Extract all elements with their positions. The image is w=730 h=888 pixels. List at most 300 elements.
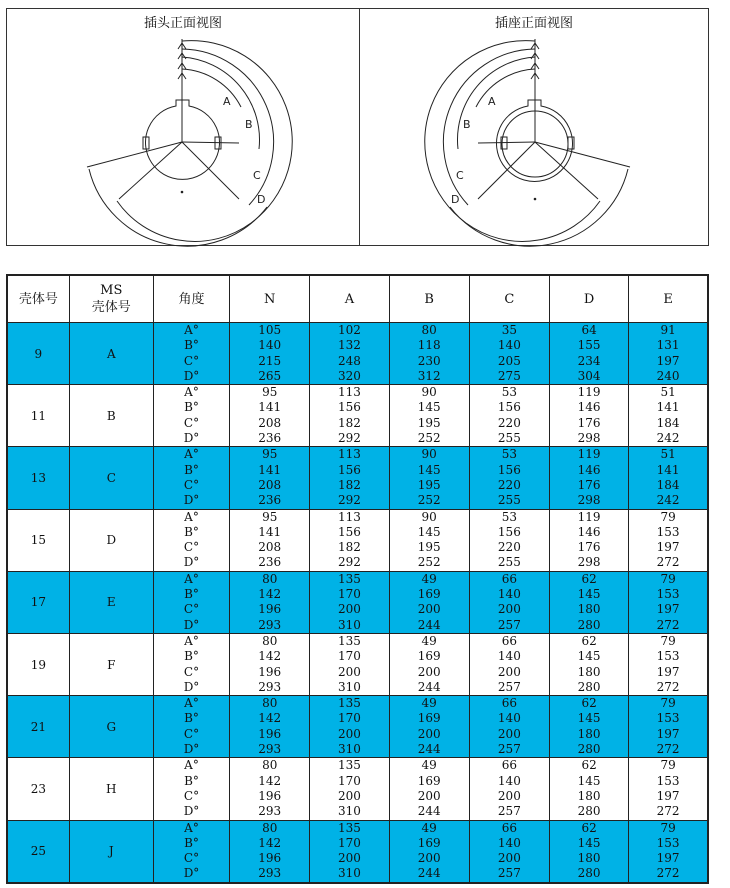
angle-value: 170 bbox=[337, 835, 361, 850]
table-row bbox=[7, 509, 708, 571]
angle-value: 142 bbox=[258, 649, 282, 664]
angle-value: 142 bbox=[258, 587, 282, 602]
plug-front-view-drawing bbox=[7, 9, 360, 247]
angle-value: 169 bbox=[417, 711, 441, 726]
angle-label: D° bbox=[183, 493, 200, 508]
angle-value: 197 bbox=[656, 353, 680, 368]
angle-value: 145 bbox=[577, 649, 601, 664]
angle-values-cell bbox=[230, 385, 310, 447]
table-header-row bbox=[7, 275, 708, 323]
angle-values-cell bbox=[389, 820, 469, 883]
angle-value: 80 bbox=[262, 820, 278, 835]
angle-label: D° bbox=[183, 617, 200, 632]
angle-value: 91 bbox=[660, 323, 676, 337]
angle-label: B° bbox=[184, 338, 199, 353]
angle-value: 298 bbox=[577, 431, 601, 446]
angle-value: 236 bbox=[258, 555, 282, 570]
angle-value: 62 bbox=[581, 633, 597, 648]
angle-value: 140 bbox=[258, 338, 282, 353]
angle-value: 200 bbox=[337, 851, 361, 866]
angle-values-cell bbox=[469, 633, 549, 695]
angle-value: 90 bbox=[421, 509, 437, 524]
angle-value: 184 bbox=[656, 477, 680, 492]
angle-value: 79 bbox=[660, 571, 676, 586]
angle-value: 66 bbox=[501, 696, 518, 711]
angle-labels-cell bbox=[153, 509, 229, 571]
header-col-d: D bbox=[549, 275, 628, 323]
angle-values-cell bbox=[629, 696, 708, 758]
angle-value: 140 bbox=[497, 773, 521, 788]
angle-values-cell bbox=[629, 820, 708, 883]
angle-value: 141 bbox=[656, 400, 680, 415]
angle-value: 95 bbox=[262, 385, 278, 400]
shell-number-cell: 23 bbox=[7, 758, 69, 820]
plug-front-view-panel bbox=[7, 9, 360, 245]
angle-values-cell bbox=[310, 323, 389, 385]
angle-value: 90 bbox=[421, 447, 437, 462]
angle-label: C° bbox=[183, 664, 200, 679]
shell-number-cell: 17 bbox=[7, 571, 69, 633]
angle-value: 195 bbox=[417, 477, 441, 492]
angle-value: 140 bbox=[497, 338, 521, 353]
angle-values-cell bbox=[469, 509, 549, 571]
angle-value: 66 bbox=[501, 820, 518, 835]
angle-label: C° bbox=[183, 851, 200, 866]
angle-value: 80 bbox=[421, 323, 437, 337]
angle-value: 244 bbox=[417, 679, 441, 694]
angle-label: C° bbox=[183, 602, 200, 617]
table-row bbox=[7, 571, 708, 633]
angle-values-cell bbox=[549, 323, 628, 385]
angle-label: A° bbox=[184, 323, 199, 337]
angle-value: 153 bbox=[656, 524, 680, 539]
angle-value: 135 bbox=[337, 571, 361, 586]
angle-value: 215 bbox=[258, 353, 282, 368]
header-ms-line2: 壳体号 bbox=[91, 300, 131, 315]
ms-shell-cell: B bbox=[69, 385, 153, 447]
angle-values-cell bbox=[310, 758, 389, 820]
shell-number-cell: 25 bbox=[7, 820, 69, 883]
receptacle-front-view-panel bbox=[360, 9, 708, 245]
angle-label: A° bbox=[184, 385, 199, 400]
angle-value: 141 bbox=[258, 400, 282, 415]
angle-value: 156 bbox=[497, 400, 521, 415]
angle-value: 242 bbox=[656, 431, 680, 446]
angle-value: 280 bbox=[577, 804, 601, 819]
angle-value: 176 bbox=[577, 415, 601, 430]
angle-value: 310 bbox=[337, 617, 361, 632]
table-row bbox=[7, 820, 708, 883]
angle-value: 234 bbox=[577, 353, 601, 368]
angle-value: 145 bbox=[417, 400, 441, 415]
plug-angle-label-d: D bbox=[257, 193, 266, 206]
angle-label: A° bbox=[184, 633, 199, 648]
angle-value: 66 bbox=[501, 758, 518, 773]
angle-value: 196 bbox=[258, 726, 282, 741]
angle-value: 200 bbox=[497, 851, 521, 866]
angle-value: 252 bbox=[417, 555, 441, 570]
angle-value: 79 bbox=[660, 633, 676, 648]
angle-values-cell bbox=[389, 323, 469, 385]
angle-values-cell bbox=[310, 509, 389, 571]
angle-value: 49 bbox=[421, 633, 437, 648]
angle-values-cell bbox=[310, 633, 389, 695]
angle-label: A° bbox=[184, 447, 199, 462]
angle-value: 265 bbox=[258, 368, 282, 383]
plug-angle-label-c: C bbox=[253, 169, 261, 182]
angle-value: 200 bbox=[497, 664, 521, 679]
angle-value: 292 bbox=[337, 555, 361, 570]
angle-value: 272 bbox=[656, 555, 680, 570]
angle-value: 200 bbox=[417, 726, 441, 741]
angle-value: 196 bbox=[258, 602, 282, 617]
angle-value: 169 bbox=[417, 773, 441, 788]
angle-value: 195 bbox=[417, 540, 441, 555]
angle-values-cell bbox=[230, 509, 310, 571]
angle-labels-cell bbox=[153, 758, 229, 820]
angle-value: 244 bbox=[417, 617, 441, 632]
angle-value: 140 bbox=[497, 649, 521, 664]
angle-value: 145 bbox=[577, 587, 601, 602]
angle-value: 240 bbox=[656, 368, 680, 383]
angle-value: 182 bbox=[337, 415, 361, 430]
angle-value: 230 bbox=[417, 353, 441, 368]
angle-value: 272 bbox=[656, 617, 680, 632]
ms-shell-cell: H bbox=[69, 758, 153, 820]
angle-value: 255 bbox=[497, 555, 521, 570]
angle-value: 272 bbox=[656, 742, 680, 757]
angle-value: 53 bbox=[501, 509, 518, 524]
angle-value: 170 bbox=[337, 649, 361, 664]
angle-value: 248 bbox=[337, 353, 361, 368]
angle-values-cell bbox=[230, 323, 310, 385]
angle-label: D° bbox=[183, 431, 200, 446]
angle-value: 208 bbox=[258, 477, 282, 492]
angle-values-cell bbox=[469, 571, 549, 633]
angle-value: 153 bbox=[656, 773, 680, 788]
angle-values-cell bbox=[549, 820, 628, 883]
angle-value: 142 bbox=[258, 835, 282, 850]
plug-angle-label-b: B bbox=[245, 118, 253, 131]
diagram-frame bbox=[6, 8, 709, 246]
angle-value: 220 bbox=[497, 415, 521, 430]
angle-value: 293 bbox=[258, 617, 282, 632]
angle-value: 196 bbox=[258, 788, 282, 803]
angle-values-cell bbox=[549, 385, 628, 447]
angle-values-cell bbox=[549, 758, 628, 820]
angle-value: 141 bbox=[258, 462, 282, 477]
angle-values-cell bbox=[549, 509, 628, 571]
angle-labels-cell bbox=[153, 323, 229, 385]
angle-values-cell bbox=[469, 447, 549, 509]
angle-value: 169 bbox=[417, 649, 441, 664]
angle-value: 119 bbox=[577, 509, 601, 524]
angle-value: 257 bbox=[497, 866, 521, 881]
angle-value: 310 bbox=[337, 742, 361, 757]
angle-label: A° bbox=[184, 758, 199, 773]
angle-value: 131 bbox=[656, 338, 680, 353]
angle-value: 170 bbox=[337, 773, 361, 788]
angle-label: B° bbox=[184, 462, 199, 477]
angle-value: 200 bbox=[497, 726, 521, 741]
angle-value: 196 bbox=[258, 664, 282, 679]
angle-labels-cell bbox=[153, 571, 229, 633]
angle-value: 145 bbox=[577, 773, 601, 788]
angle-label: A° bbox=[184, 571, 199, 586]
angle-values-cell bbox=[549, 633, 628, 695]
angle-value: 220 bbox=[497, 540, 521, 555]
angle-value: 153 bbox=[656, 649, 680, 664]
angle-value: 145 bbox=[417, 462, 441, 477]
angle-label: B° bbox=[184, 400, 199, 415]
angle-value: 35 bbox=[501, 323, 518, 337]
angle-values-cell bbox=[389, 758, 469, 820]
shell-number-cell: 21 bbox=[7, 696, 69, 758]
angle-value: 200 bbox=[497, 788, 521, 803]
angle-value: 280 bbox=[577, 679, 601, 694]
angle-value: 293 bbox=[258, 742, 282, 757]
angle-value: 304 bbox=[577, 368, 601, 383]
angle-values-cell bbox=[389, 385, 469, 447]
angle-value: 197 bbox=[656, 851, 680, 866]
angle-value: 244 bbox=[417, 742, 441, 757]
header-col-b: B bbox=[389, 275, 469, 323]
angle-value: 320 bbox=[337, 368, 361, 383]
ms-shell-cell: J bbox=[69, 820, 153, 883]
angle-values-cell bbox=[230, 696, 310, 758]
angle-value: 79 bbox=[660, 696, 676, 711]
angle-value: 146 bbox=[577, 400, 601, 415]
angle-label: C° bbox=[183, 477, 200, 492]
receptacle-front-view-title: 插座正面视图 bbox=[494, 16, 573, 31]
angle-value: 195 bbox=[417, 415, 441, 430]
angle-values-cell bbox=[549, 447, 628, 509]
ms-shell-cell: A bbox=[69, 323, 153, 385]
angle-value: 145 bbox=[577, 711, 601, 726]
angle-labels-cell bbox=[153, 385, 229, 447]
angle-values-cell bbox=[230, 758, 310, 820]
angle-value: 292 bbox=[337, 431, 361, 446]
ms-shell-cell: C bbox=[69, 447, 153, 509]
angle-value: 236 bbox=[258, 431, 282, 446]
angle-value: 95 bbox=[262, 509, 278, 524]
angle-value: 170 bbox=[337, 587, 361, 602]
angle-value: 49 bbox=[421, 758, 437, 773]
angle-value: 62 bbox=[581, 820, 597, 835]
angle-values-cell bbox=[629, 323, 708, 385]
angle-value: 145 bbox=[577, 835, 601, 850]
angle-values-cell bbox=[310, 571, 389, 633]
angle-label: D° bbox=[183, 368, 200, 383]
angle-label: D° bbox=[183, 804, 200, 819]
angle-value: 140 bbox=[497, 587, 521, 602]
angle-labels-cell bbox=[153, 633, 229, 695]
angle-value: 169 bbox=[417, 835, 441, 850]
angle-label: D° bbox=[183, 679, 200, 694]
angle-value: 80 bbox=[262, 633, 278, 648]
angle-values-cell bbox=[230, 447, 310, 509]
table-row bbox=[7, 758, 708, 820]
angle-value: 156 bbox=[497, 524, 521, 539]
angle-value: 200 bbox=[417, 664, 441, 679]
angle-value: 180 bbox=[577, 851, 601, 866]
angle-value: 280 bbox=[577, 617, 601, 632]
angle-value: 156 bbox=[337, 524, 361, 539]
angle-values-cell bbox=[629, 758, 708, 820]
angle-label: B° bbox=[184, 524, 199, 539]
angle-label: B° bbox=[184, 587, 199, 602]
table-row bbox=[7, 696, 708, 758]
angle-values-cell bbox=[469, 758, 549, 820]
angle-value: 80 bbox=[262, 758, 278, 773]
angle-value: 79 bbox=[660, 758, 676, 773]
header-angle: 角度 bbox=[153, 275, 229, 323]
angle-value: 244 bbox=[417, 866, 441, 881]
receptacle-angle-label-b: B bbox=[463, 118, 471, 131]
angle-value: 298 bbox=[577, 493, 601, 508]
angle-value: 135 bbox=[337, 696, 361, 711]
angle-value: 176 bbox=[577, 477, 601, 492]
angle-value: 236 bbox=[258, 493, 282, 508]
angle-values-cell bbox=[230, 633, 310, 695]
angle-label: C° bbox=[183, 788, 200, 803]
angle-value: 197 bbox=[656, 540, 680, 555]
angle-label: A° bbox=[184, 820, 199, 835]
angle-value: 118 bbox=[417, 338, 441, 353]
angle-values-cell bbox=[389, 447, 469, 509]
angle-values-cell bbox=[629, 633, 708, 695]
angle-value: 80 bbox=[262, 571, 278, 586]
angle-values-cell bbox=[389, 696, 469, 758]
angle-value: 272 bbox=[656, 866, 680, 881]
angle-value: 169 bbox=[417, 587, 441, 602]
angle-value: 140 bbox=[497, 835, 521, 850]
angle-values-cell bbox=[230, 820, 310, 883]
angle-value: 95 bbox=[262, 447, 278, 462]
angle-value: 200 bbox=[337, 602, 361, 617]
angle-values-cell bbox=[310, 385, 389, 447]
shell-number-cell: 13 bbox=[7, 447, 69, 509]
ms-shell-cell: E bbox=[69, 571, 153, 633]
angle-value: 184 bbox=[656, 415, 680, 430]
angle-value: 66 bbox=[501, 571, 518, 586]
angle-labels-cell bbox=[153, 820, 229, 883]
angle-value: 146 bbox=[577, 524, 601, 539]
angle-value: 197 bbox=[656, 664, 680, 679]
angle-value: 272 bbox=[656, 679, 680, 694]
angle-value: 257 bbox=[497, 617, 521, 632]
angle-value: 79 bbox=[660, 509, 676, 524]
angle-label: B° bbox=[184, 773, 199, 788]
ms-shell-cell: G bbox=[69, 696, 153, 758]
angle-value: 197 bbox=[656, 788, 680, 803]
angle-value: 280 bbox=[577, 742, 601, 757]
angle-value: 244 bbox=[417, 804, 441, 819]
angle-value: 257 bbox=[497, 804, 521, 819]
angle-value: 208 bbox=[258, 415, 282, 430]
angle-value: 113 bbox=[337, 509, 361, 524]
angle-value: 153 bbox=[656, 587, 680, 602]
angle-value: 242 bbox=[656, 493, 680, 508]
angle-value: 200 bbox=[337, 788, 361, 803]
angle-value: 49 bbox=[421, 820, 437, 835]
header-ms-line1: MS bbox=[100, 283, 123, 298]
table-row bbox=[7, 323, 708, 385]
angle-value: 252 bbox=[417, 493, 441, 508]
angle-value: 272 bbox=[656, 804, 680, 819]
angle-label: C° bbox=[183, 726, 200, 741]
angle-value: 293 bbox=[258, 804, 282, 819]
angle-values-cell bbox=[549, 571, 628, 633]
angle-value: 292 bbox=[337, 493, 361, 508]
angle-labels-cell bbox=[153, 696, 229, 758]
angle-values-cell bbox=[389, 571, 469, 633]
angle-label: B° bbox=[184, 835, 199, 850]
header-col-a: A bbox=[310, 275, 389, 323]
angle-value: 200 bbox=[497, 602, 521, 617]
angle-value: 293 bbox=[258, 866, 282, 881]
angle-label: C° bbox=[183, 415, 200, 430]
shell-number-cell: 15 bbox=[7, 509, 69, 571]
angle-label: D° bbox=[183, 555, 200, 570]
angle-value: 51 bbox=[660, 447, 676, 462]
angle-value: 132 bbox=[337, 338, 361, 353]
angle-values-cell bbox=[469, 820, 549, 883]
angle-value: 200 bbox=[417, 602, 441, 617]
shell-number-cell: 9 bbox=[7, 323, 69, 385]
angle-value: 180 bbox=[577, 664, 601, 679]
angle-value: 182 bbox=[337, 540, 361, 555]
angle-values-cell bbox=[469, 696, 549, 758]
angle-values-cell bbox=[629, 385, 708, 447]
angle-value: 62 bbox=[581, 758, 597, 773]
angle-value: 196 bbox=[258, 851, 282, 866]
angle-value: 146 bbox=[577, 462, 601, 477]
angle-value: 49 bbox=[421, 571, 437, 586]
angle-values-cell bbox=[469, 323, 549, 385]
angle-values-cell bbox=[549, 696, 628, 758]
angle-value: 310 bbox=[337, 804, 361, 819]
angle-value: 153 bbox=[656, 711, 680, 726]
angle-label: D° bbox=[183, 866, 200, 881]
angle-values-cell bbox=[469, 385, 549, 447]
angle-value: 156 bbox=[337, 400, 361, 415]
angle-label: B° bbox=[184, 649, 199, 664]
header-col-c: C bbox=[469, 275, 549, 323]
angle-values-cell bbox=[230, 571, 310, 633]
angle-value: 208 bbox=[258, 540, 282, 555]
angle-value: 135 bbox=[337, 820, 361, 835]
angle-value: 153 bbox=[656, 835, 680, 850]
header-col-n: N bbox=[230, 275, 310, 323]
angle-values-cell bbox=[629, 571, 708, 633]
angle-value: 180 bbox=[577, 788, 601, 803]
angle-value: 49 bbox=[421, 696, 437, 711]
angle-value: 257 bbox=[497, 742, 521, 757]
ms-shell-cell: F bbox=[69, 633, 153, 695]
table-row bbox=[7, 385, 708, 447]
angle-value: 90 bbox=[421, 385, 437, 400]
angle-value: 312 bbox=[417, 368, 441, 383]
table-row bbox=[7, 633, 708, 695]
angle-value: 140 bbox=[497, 711, 521, 726]
angle-value: 200 bbox=[337, 726, 361, 741]
angle-value: 113 bbox=[337, 385, 361, 400]
angle-value: 205 bbox=[497, 353, 521, 368]
angle-value: 252 bbox=[417, 431, 441, 446]
angle-value: 293 bbox=[258, 679, 282, 694]
angle-value: 280 bbox=[577, 866, 601, 881]
